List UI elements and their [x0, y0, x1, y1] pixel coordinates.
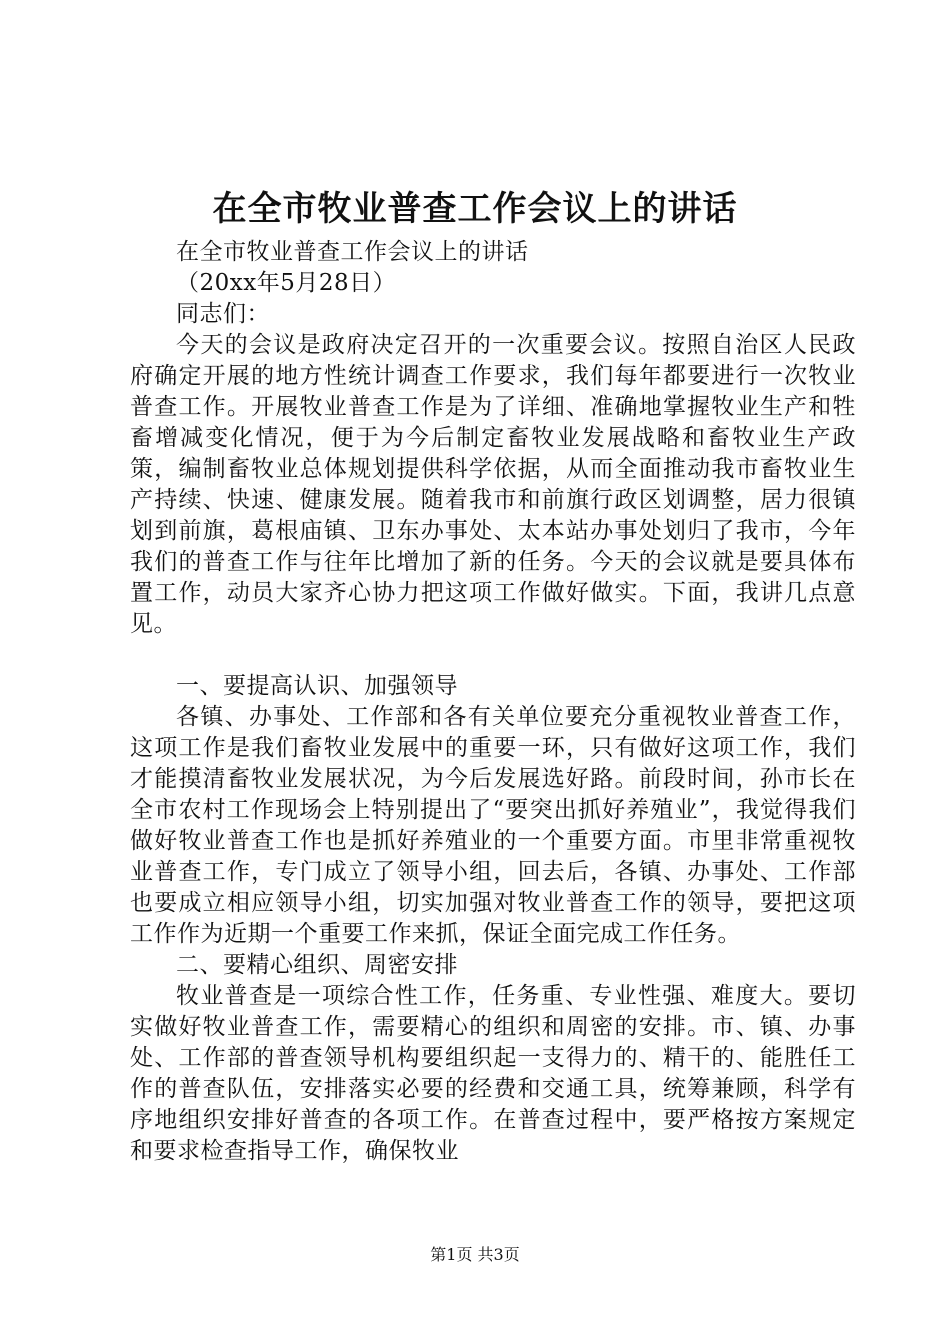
document-body: [130, 237, 856, 1167]
document-title: 在全市牧业普查工作会议上的讲话: [212, 189, 738, 229]
speech-subtitle: 在全市牧业普查工作会议上的讲话: [176, 239, 529, 265]
speech-date: （20xx年5月28日）: [176, 270, 397, 296]
page-footer: 第1页 共3页: [430, 1245, 520, 1264]
intro-paragraph: 今天的会议是政府决定召开的一次重要会议。按照自治区人民政府确定开展的地方性统计调查工作要求，我们每年都要进行一次牧业普查工作。开展牧业普查工作是为了详细、准确地掌握牧业生产和牲畜增减变化情况，便于为今后制定畜牧业发展战略和畜牧业生产政策，编制畜牧业总体规划提供科学依据，从而全面推动我市畜牧业生产持续、快速、健康发展。随着我市和前旗行政区划调整，居力很镇划到前旗，葛根庙镇、卫东办事处、太本站办事处划归了我市，今年我们的普查工作与往年比增加了新的任务。今天的会议就是要具体布置工作，动员大家齐心协力把这项工作做好做实。下面，我讲几点意见。: [130, 332, 856, 637]
section-body-2: 牧业普查是一项综合性工作，任务重、专业性强、难度大。要切实做好牧业普查工作，需要精心的组织和周密的安排。市、镇、办事处、工作部的普查领导机构要组织起一支得力的、精干的、能胜任工作的普查队伍，安排落实必要的经费和交通工具，统筹兼顾，科学有序地组织安排好普查的各项工作。在普查过程中，要严格按方案规定和要求检查指导工作，确保牧业: [130, 983, 856, 1164]
section-heading-1: 一、要提高认识、加强领导: [176, 673, 458, 699]
section-heading-2: 二、要精心组织、周密安排: [176, 952, 458, 978]
salutation: 同志们：: [176, 301, 270, 327]
section-body-1: 各镇、办事处、工作部和各有关单位要充分重视牧业普查工作，这项工作是我们畜牧业发展中的重要一环，只有做好这项工作，我们才能摸清畜牧业发展状况，为今后发展选好路。前段时间，孙市长在全市农村工作现场会上特别提出了“要突出抓好养殖业”，我觉得我们做好牧业普查工作也是抓好养殖业的一个重要方面。市里非常重视牧业普查工作，专门成立了领导小组，回去后，各镇、办事处、工作部也要成立相应领导小组，切实加强对牧业普查工作的领导，要把这项工作作为近期一个重要工作来抓，保证全面完成工作任务。: [130, 704, 856, 947]
